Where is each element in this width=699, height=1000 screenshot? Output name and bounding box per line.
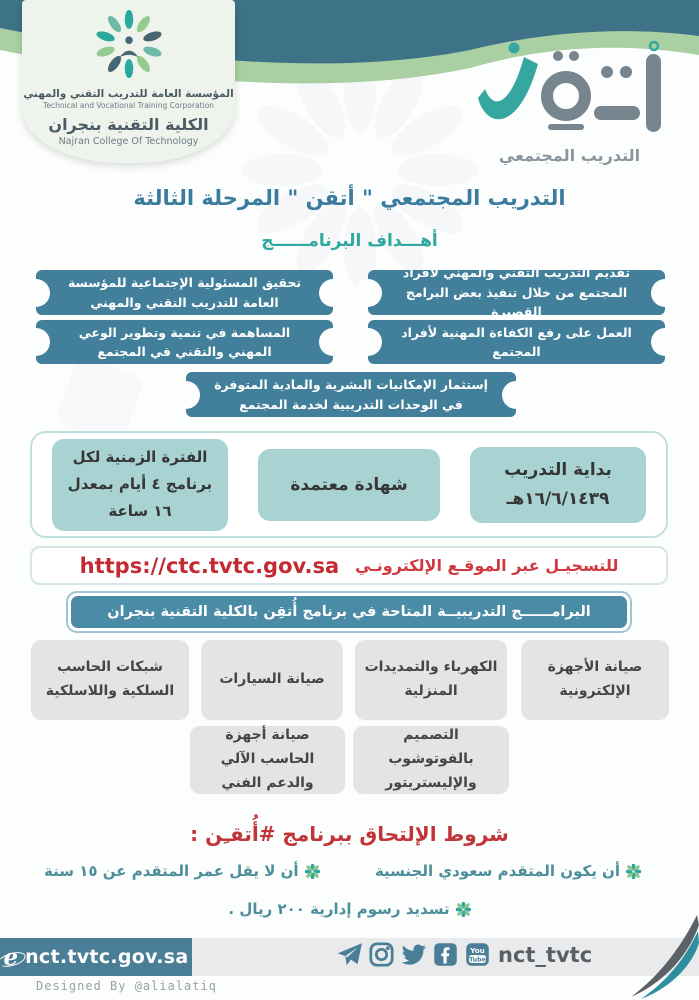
- objective-ribbon: إستثمار الإمكانيات البشرية والمادية المتوفرة في الوحدات التدريبية لخدمة المجتمع: [186, 372, 516, 417]
- tvtc-starburst-logo: [90, 8, 168, 80]
- program-item: شبكات الحاسب السلكية واللاسلكية: [31, 640, 189, 720]
- designer-credit: Designed By @alialatiq: [36, 979, 217, 993]
- registration-url-link[interactable]: https://ctc.tvtc.gov.sa: [79, 553, 340, 578]
- instagram-icon[interactable]: [368, 941, 395, 968]
- facebook-icon[interactable]: [432, 941, 459, 968]
- org-name-arabic: المؤسسة العامة للتدريب التقني والمهني: [23, 88, 234, 100]
- objective-ribbon: المساهمة في تنمية وتطوير الوعي المهني والتقني في المجتمع: [36, 320, 333, 364]
- programs-banner: [66, 591, 632, 633]
- etqan-logo-subtitle: التدريب المجتمعي: [498, 146, 641, 165]
- training-start-card: [470, 447, 646, 523]
- training-start-label: بداية التدريب: [504, 459, 612, 480]
- objectives-heading: أهـــداف البرنامــــــج: [261, 231, 438, 251]
- training-start-date: ١٦/٦/١٤٣٩هـ: [506, 488, 610, 509]
- telegram-icon[interactable]: [336, 941, 363, 968]
- registration-label: للتسجيـل عبر الموقـع الإلكترونـي: [355, 556, 619, 575]
- program-item: التصميم بالفوتوشوب والإليستريتور: [353, 726, 509, 794]
- social-handle[interactable]: nct_tvtc: [498, 942, 593, 967]
- flower-bullet-icon: [626, 864, 641, 879]
- page-title: التدريب المجتمعي " أتقن " المرحلة الثالثة: [133, 186, 566, 210]
- corner-swoosh-decoration: [627, 915, 699, 1000]
- condition-text: أن لا يقل عمر المتقدم عن ١٥ سنة: [44, 862, 299, 880]
- programs-heading: البرامــــــج التدريبيــة المتاحة في برنامج أُتقِن بالكلية التقنية بنجران: [71, 596, 627, 628]
- certificate-card: شهادة معتمدة: [258, 449, 440, 521]
- etqan-logo: [472, 40, 667, 165]
- twitter-icon[interactable]: [400, 941, 427, 968]
- registration-bar: [30, 546, 668, 585]
- condition-item: [375, 862, 641, 880]
- info-card-panel: [30, 431, 668, 538]
- college-name-english: Najran College Of Technology: [58, 136, 199, 147]
- youtube-icon[interactable]: [464, 941, 491, 968]
- objective-ribbon: تقديم التدريب التقني والمهني لأفراد المجتمع من خلال تنفيذ بعض البرامج القصيرة: [368, 270, 665, 315]
- duration-card: الفترة الزمنية لكل برنامج ٤ أيام بمعدل ١٦ ساعة: [52, 439, 228, 531]
- condition-text: أن يكون المتقدم سعودي الجنسية: [374, 862, 620, 880]
- footer-social-row: [336, 941, 592, 968]
- internet-explorer-icon: e: [3, 943, 19, 971]
- svg-text:Tube: Tube: [469, 956, 486, 964]
- etqan-logo-mark: [472, 40, 667, 140]
- objective-ribbon: العمل على رفع الكفاءة المهنية لأفراد المجتمع: [368, 320, 665, 364]
- program-item: صيانة السيارات: [201, 640, 343, 720]
- condition-item: [44, 862, 320, 880]
- flower-bullet-icon: [456, 902, 471, 917]
- condition-text: تسديد رسوم إدارية ٢٠٠ ريال .: [228, 900, 450, 918]
- conditions-heading: شروط الإلتحاق ببرنامج #أُتقـِن :: [190, 822, 509, 846]
- website-link[interactable]: nct.tvtc.gov.sa: [25, 946, 189, 968]
- flower-bullet-icon: [305, 864, 320, 879]
- institution-badge: [22, 0, 235, 163]
- svg-text:You: You: [470, 945, 485, 955]
- college-name-arabic: الكلية التقنية بنجران: [48, 115, 209, 134]
- footer-website-block: [0, 938, 192, 976]
- objective-ribbon: تحقيق المسئولية الإجتماعية للمؤسسة العامة للتدريب التقني والمهني: [36, 270, 333, 315]
- condition-item: [228, 900, 470, 918]
- program-item: صيانة الأجهزة الإلكترونية: [521, 640, 669, 720]
- org-name-english: Technical and Vocational Training Corporation: [43, 101, 214, 110]
- program-item: الكهرباء والتمديدات المنزلية: [355, 640, 507, 720]
- program-item: صيانة أجهزة الحاسب الآلي والدعم الفني: [190, 726, 345, 794]
